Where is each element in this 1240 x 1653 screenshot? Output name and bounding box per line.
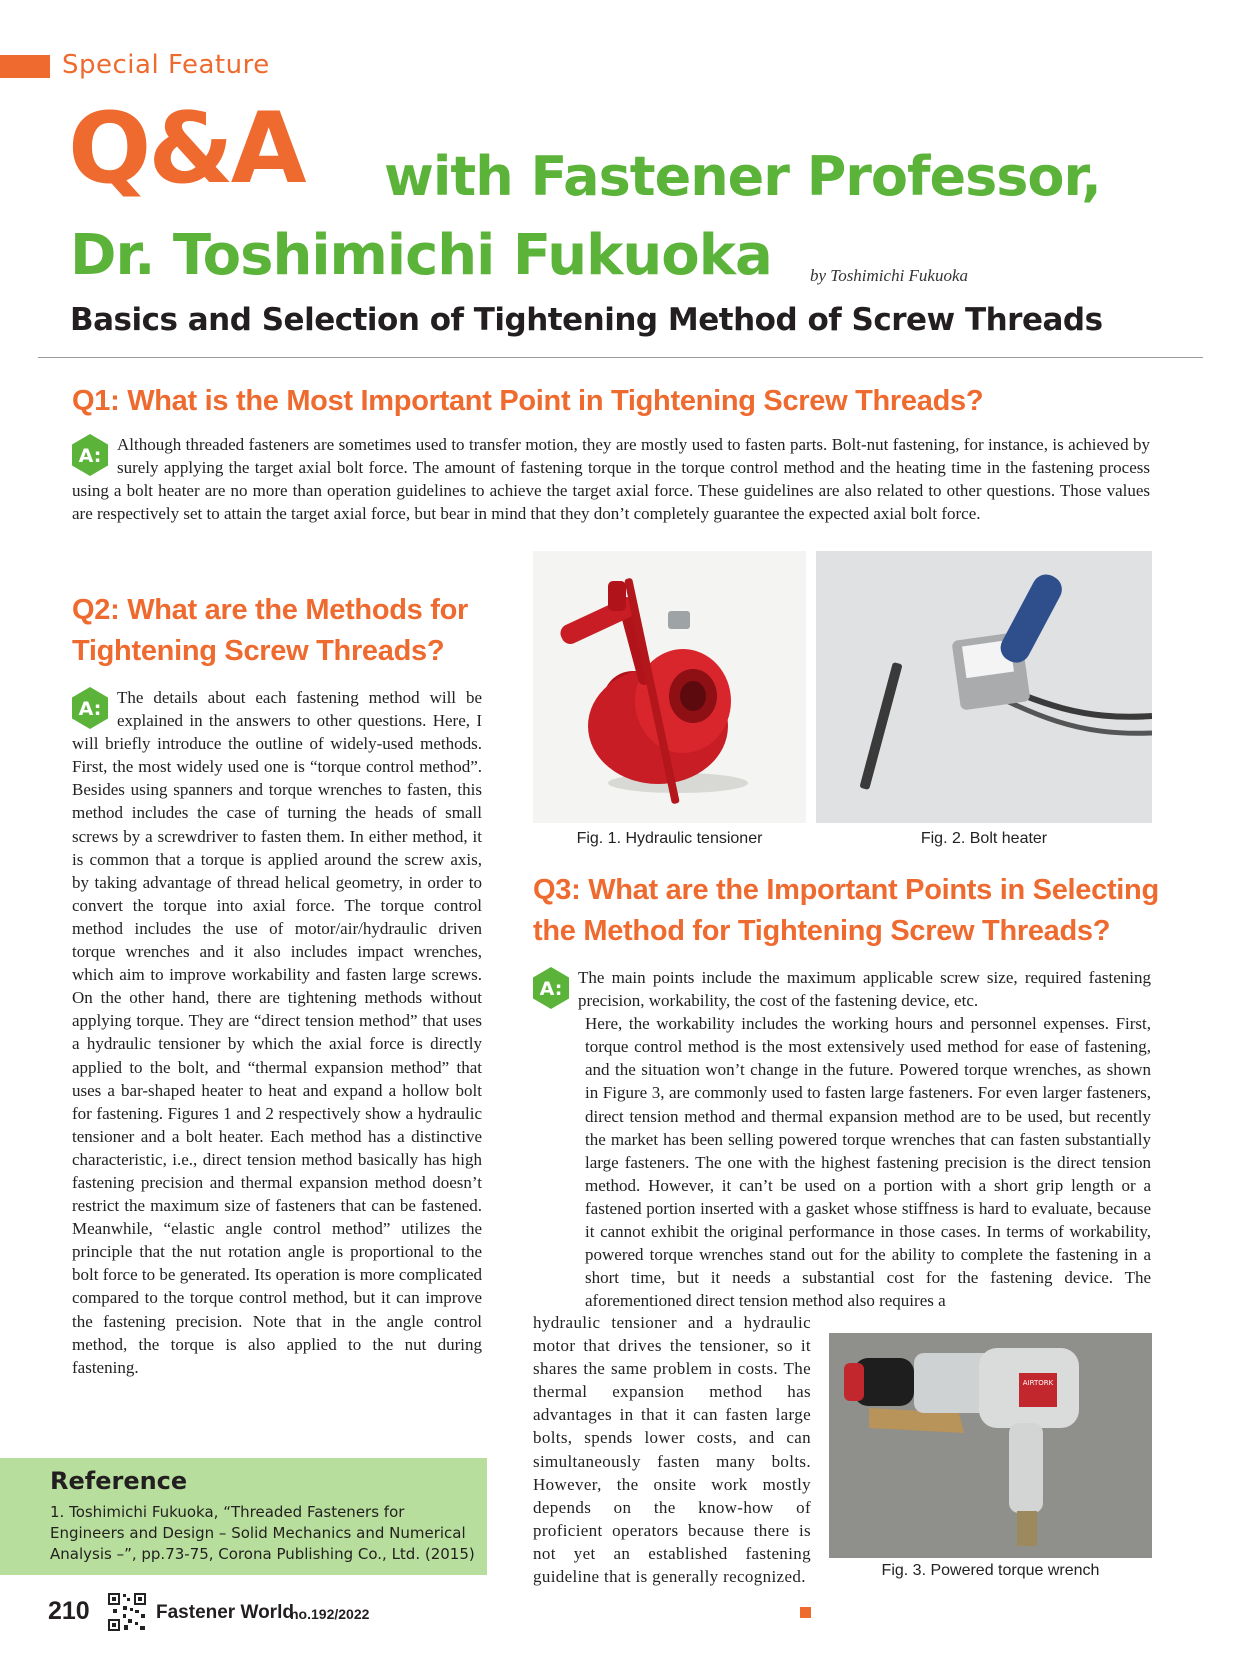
section-label: Special Feature <box>62 50 270 80</box>
byline: by Toshimichi Fukuoka <box>810 266 969 285</box>
q3-answer-text-2: Here, the workability includes the working hours and personnel expenses. First, torque control method is the most extensively used method for ease of fastening, and the situation won’t change in the future. Powered torque wrenches, as shown in Figure 3, are commonly used to fasten large fasteners. For even larger fasteners, direct tension method and thermal expansion method are to be used, but recently the market has been selling powered torque wrenches that can fasten substantially large fasteners. The one with the highest fastening precision is the direct tension method. However, it can’t be used on a portion with a short grip length or a fastened portion inserted with a gasket whose stiffness is hard to evaluate, because it cannot exhibit the original performance in those cases. In terms of workability, powered torque wrenches stand out for the ability to complete the fastening in a short time, but it needs a substantial cost for the fastening device. The aforementioned direct tension method also requires a <box>585 1014 1151 1311</box>
q1-answer-text: Although threaded fasteners are sometimes used to transfer motion, they are mostly used to fasten parts. Bolt-nut fastening, for instance, is achieved by surely applying the target axial bolt force. The amount of fastening torque in the torque control method and the heating time in the fastening process using a bolt heater are no more than operation guidelines to achieve the target axial force. These guidelines are also related to other questions. Those values are respectively set to attain the target axial force, but bear in mind that they don’t completely guarantee the expected axial bolt force. <box>72 435 1150 524</box>
reference-item: 1. Toshimichi Fukuoka, “Threaded Fasteners for Engineers and Design – Solid Mechanics and Numerical Analysis –”, pp.73-75, Corona Publishing Co., Ltd. (2015) <box>50 1503 475 1563</box>
svg-text:AIRTORK: AIRTORK <box>1022 1379 1054 1387</box>
title-qa: Q&A <box>68 92 304 206</box>
q1-heading: Q1: What is the Most Important Point in Tightening Screw Threads? <box>72 385 984 417</box>
svg-text:A:: A: <box>78 445 102 467</box>
q1-answer <box>72 433 1150 525</box>
qr-code-icon <box>107 1592 147 1632</box>
fig2-caption: Fig. 2. Bolt heater <box>920 830 1048 847</box>
answer-badge-icon <box>68 433 112 477</box>
title-line-1: with Fastener Professor, <box>384 145 1101 208</box>
q2-answer-text: The details about each fastening method will be explained in the answers to other questions. Here, I will briefly introduce the outline of widely-used methods. First, the most widely used one is “torque control method”. Besides using spanners and torque wrenches to fasten, this method includes the case of turning the heads of small screws by a screwdriver to fasten them. In either method, it is common that a torque is applied around the screw axis, by taking advantage of thread helical geometry, in order to convert the torque into axial force. The torque control method includes the use of motor/air/hydraulic driven torque wrenches and it also includes impact wrenches, which aim to improve workability and fasten large screws. On the other hand, there are tightening methods without applying torque. They are “direct tension method” that uses a hydraulic tensioner by which the axial force is directly applied to the bolt, and “thermal expansion method” that uses a bar-shaped heater to heat and expand a hollow bolt for fastening. Figures 1 and 2 respectively show a hydraulic tensioner and a bolt heater. Each method has a distinctive characteristic, i.e., direct tension method basically has high fastening precision and thermal expansion method doesn’t restrict the maximum size of fasteners that can be fastened. Meanwhile, “elastic angle control method” utilizes the principle that the nut rotation angle is proportional to the bolt force to be generated. Its operation is more complicated compared to the torque control method, but it can improve the fastening precision. Note that in the angle control method, the torque is also applied to the nut during fastening. <box>72 688 482 1377</box>
q3-answer <box>533 966 1151 1312</box>
hydraulic-tensioner-photo <box>533 551 806 823</box>
reference-heading: Reference <box>50 1467 188 1495</box>
section-accent-bar <box>0 55 50 78</box>
title-line-2: Dr. Toshimichi Fukuoka <box>70 223 772 288</box>
q3-answer-continuation: hydraulic tensioner and a hydraulic motor that drives the tensioner, so it shares the same problem in costs. The thermal expansion method has advantages in that it can fasten large bolts, spends lower costs, and can simultaneously fasten many bolts. However, the onsite work mostly depends on the know-how of proficient operators because there is not yet an established fastening guideline that is generally recognized. <box>533 1313 811 1587</box>
svg-text:A:: A: <box>539 978 563 1000</box>
page-subtitle: Basics and Selection of Tightening Method of Screw Threads <box>70 302 1103 338</box>
fig3-caption: Fig. 3. Powered torque wrench <box>881 1562 1100 1579</box>
magazine-name: Fastener World <box>156 1602 294 1623</box>
issue-number: no.192/2022 <box>290 1606 370 1622</box>
q2-answer <box>72 686 482 1379</box>
powered-torque-wrench-photo <box>829 1333 1152 1558</box>
bolt-heater-photo <box>816 551 1152 823</box>
fig1-caption: Fig. 1. Hydraulic tensioner <box>576 830 763 847</box>
page-number: 210 <box>48 1597 90 1625</box>
q2-heading: Q2: What are the Methods for Tightening Screw Threads? <box>72 594 469 667</box>
answer-badge-icon <box>529 966 573 1010</box>
svg-text:A:: A: <box>78 698 102 720</box>
q3-answer-text-1: The main points include the maximum applicable screw size, required fastening precision, workability, the cost of the fastening device, etc. <box>577 968 1151 1011</box>
header-divider <box>38 357 1203 358</box>
q3-heading: Q3: What are the Important Points in Selecting the Method for Tightening Screw Threads? <box>533 874 1159 947</box>
article-end-mark <box>800 1607 811 1618</box>
answer-badge-icon <box>68 686 112 730</box>
